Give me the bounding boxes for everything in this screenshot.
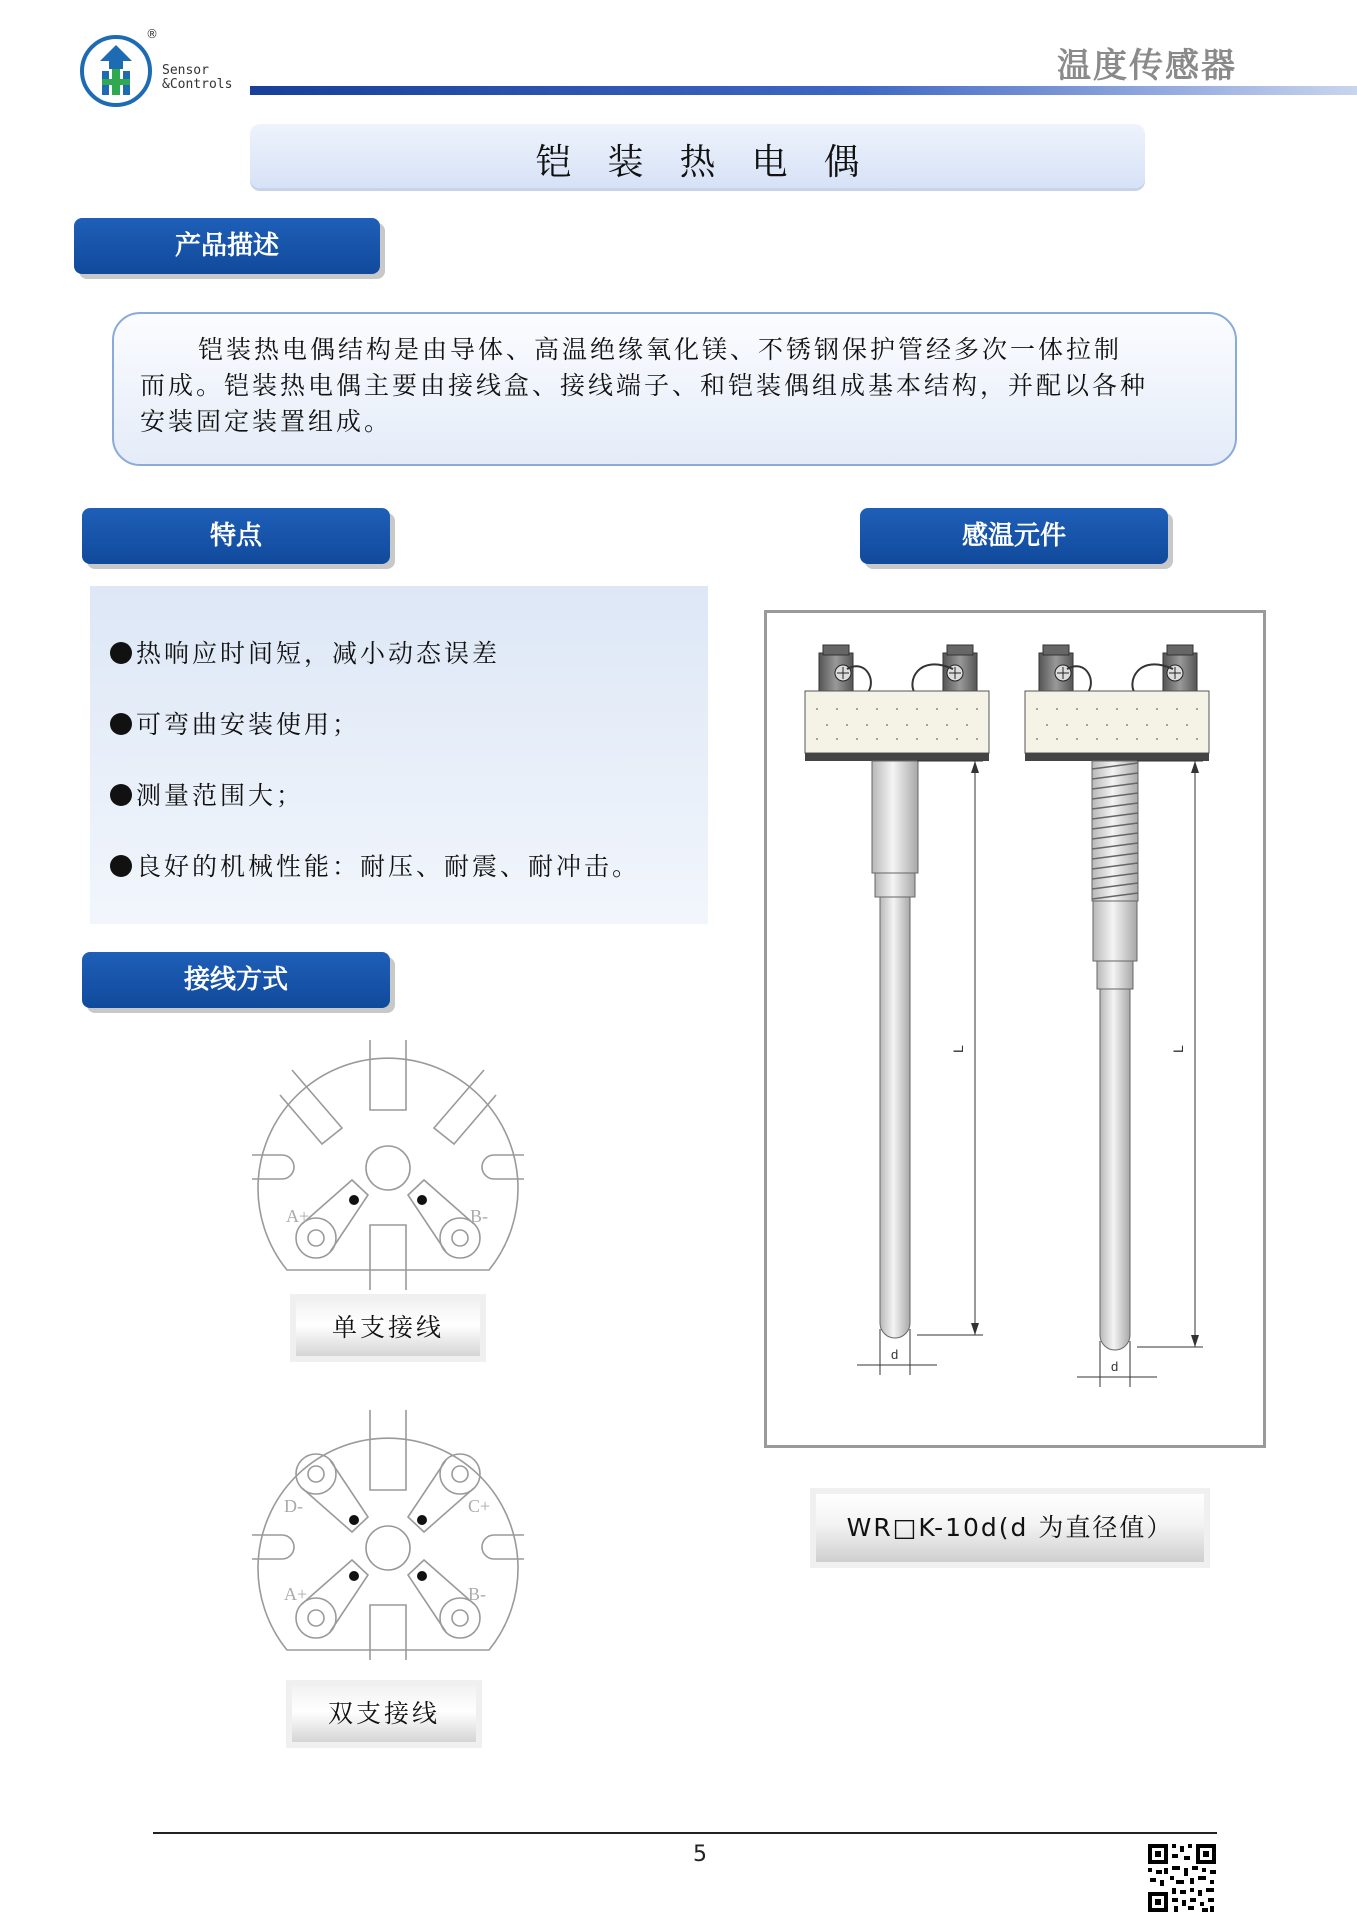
registered-mark: ®	[146, 27, 158, 41]
page-title: 铠装热电偶	[535, 142, 896, 183]
dim-diameter-right: d	[1111, 1359, 1119, 1374]
terminal-a-plus: A+	[286, 1206, 310, 1226]
section-header-features: 特点	[82, 508, 390, 564]
single-wiring-label: 单支接线	[296, 1300, 480, 1356]
dim-length-left: L	[950, 1045, 966, 1053]
page-number: 5	[693, 1842, 707, 1867]
feature-item	[110, 776, 304, 812]
features-box	[90, 586, 708, 924]
double-wiring-label: 双支接线	[292, 1686, 476, 1742]
terminal-b-minus: B-	[470, 1206, 488, 1226]
company-logo	[80, 35, 152, 107]
description-line-3: 安装固定装置组成。	[140, 407, 393, 436]
dim-length-right: L	[1170, 1045, 1186, 1053]
terminal-d-minus: D-	[284, 1496, 303, 1516]
header-rule	[250, 86, 1357, 95]
feature-item	[110, 847, 640, 883]
feature-text-1: 热响应时间短，减小动态误差	[136, 639, 501, 668]
description-box	[112, 312, 1237, 466]
logo-mark-icon	[84, 39, 148, 103]
logo-text-line2: &Controls	[162, 77, 233, 92]
single-wiring-diagram	[252, 1040, 524, 1290]
bullet-icon	[110, 642, 132, 664]
title-bar	[250, 124, 1145, 188]
terminal-c-plus: C+	[468, 1496, 491, 1516]
model-number-label: WR□K-10d(d 为直径值）	[816, 1494, 1204, 1562]
feature-text-4: 良好的机械性能：耐压、耐震、耐冲击。	[136, 852, 641, 881]
right-sensor	[1025, 645, 1209, 1387]
left-sensor	[805, 645, 989, 1375]
sensor-drawing-frame	[764, 610, 1266, 1448]
logo-text-line1: Sensor	[162, 63, 209, 78]
footer-rule	[153, 1832, 1217, 1834]
feature-text-2: 可弯曲安装使用；	[136, 710, 361, 739]
terminal-b-minus: B-	[468, 1584, 486, 1604]
qr-code-icon	[1146, 1842, 1218, 1914]
bullet-icon	[110, 784, 132, 806]
description-text	[140, 332, 1210, 440]
feature-item	[110, 705, 360, 741]
section-header-element: 感温元件	[860, 508, 1168, 564]
category-title: 温度传感器	[1057, 46, 1237, 86]
section-header-wiring: 接线方式	[82, 952, 390, 1008]
feature-text-3: 测量范围大；	[136, 781, 305, 810]
logo-text	[162, 64, 232, 92]
sensor-drawing	[767, 613, 1263, 1445]
feature-item	[110, 634, 500, 670]
bullet-icon	[110, 855, 132, 877]
terminal-a-plus: A+	[284, 1584, 308, 1604]
double-wiring-diagram	[252, 1410, 524, 1660]
section-header-description: 产品描述	[74, 218, 380, 274]
description-line-2: 而成。铠装热电偶主要由接线盒、接线端子、和铠装偶组成基本结构，并配以各种	[140, 371, 1149, 400]
description-line-1: 铠装热电偶结构是由导体、高温绝缘氧化镁、不锈钢保护管经多次一体拉制	[198, 335, 1123, 364]
bullet-icon	[110, 713, 132, 735]
dim-diameter-left: d	[891, 1347, 899, 1362]
